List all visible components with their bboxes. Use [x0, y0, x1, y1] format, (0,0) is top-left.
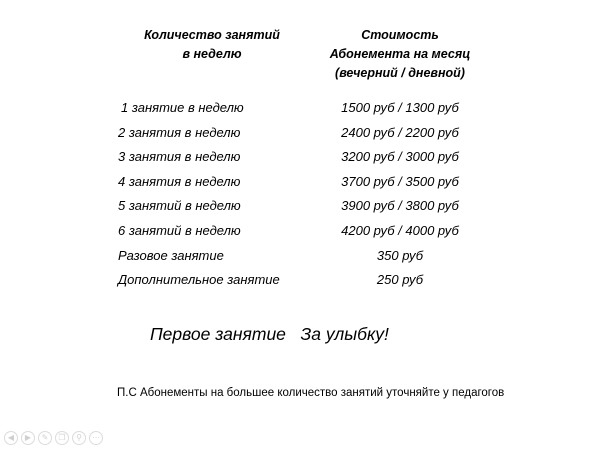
price-header-line-2: Абонемента на месяц — [329, 47, 471, 61]
row-label: 4 занятия в неделю — [118, 173, 241, 189]
price-row — [0, 123, 604, 148]
price-header-line-3: (вечерний / дневной) — [335, 66, 465, 80]
zoom-icon[interactable]: ⚲ — [72, 431, 86, 445]
footnote: П.С Абонементы на большее количество занятий уточняйте у педагогов — [117, 387, 505, 399]
row-price: 3200 руб / 3000 руб — [341, 149, 459, 165]
pen-icon[interactable]: ✎ — [38, 431, 52, 445]
row-label: Разовое занятие — [118, 247, 224, 263]
row-price: 2400 руб / 2200 руб — [341, 124, 459, 140]
row-label: 6 занятий в неделю — [118, 222, 241, 238]
row-price: 3900 руб / 3800 руб — [341, 198, 459, 214]
price-row — [0, 221, 604, 246]
price-row — [0, 270, 604, 295]
row-label: 2 занятия в неделю — [118, 124, 241, 140]
price-list — [0, 98, 604, 295]
more-icon[interactable]: ⋯ — [89, 431, 103, 445]
copy-icon[interactable]: ❐ — [55, 431, 69, 445]
row-label: Дополнительное занятие — [118, 272, 280, 288]
row-price: 250 руб — [376, 272, 424, 288]
row-label: 5 занятий в неделю — [118, 198, 241, 214]
row-price: 3700 руб / 3500 руб — [341, 173, 459, 189]
sessions-column-header — [118, 26, 306, 64]
price-row — [0, 172, 604, 197]
sessions-header-line-1: Количество занятий — [144, 28, 280, 42]
row-price: 350 руб — [376, 247, 424, 263]
price-column-header — [300, 26, 500, 83]
price-header-line-1: Стоимость — [361, 28, 439, 42]
price-row — [0, 196, 604, 221]
slideshow-toolbar — [4, 431, 103, 449]
sessions-header-line-2: в неделю — [182, 47, 242, 61]
row-price: 4200 руб / 4000 руб — [341, 222, 459, 238]
price-row — [0, 147, 604, 172]
row-label: 1 занятие в неделю — [121, 100, 244, 115]
back-arrow-icon[interactable]: ◀ — [4, 431, 18, 445]
row-label: 3 занятия в неделю — [118, 149, 241, 165]
price-row — [0, 98, 604, 123]
promo-text: Первое занятие За улыбку! — [150, 324, 389, 344]
play-icon[interactable]: ▶ — [21, 431, 35, 445]
row-price: 1500 руб / 1300 руб — [341, 100, 459, 115]
price-row — [0, 246, 604, 271]
